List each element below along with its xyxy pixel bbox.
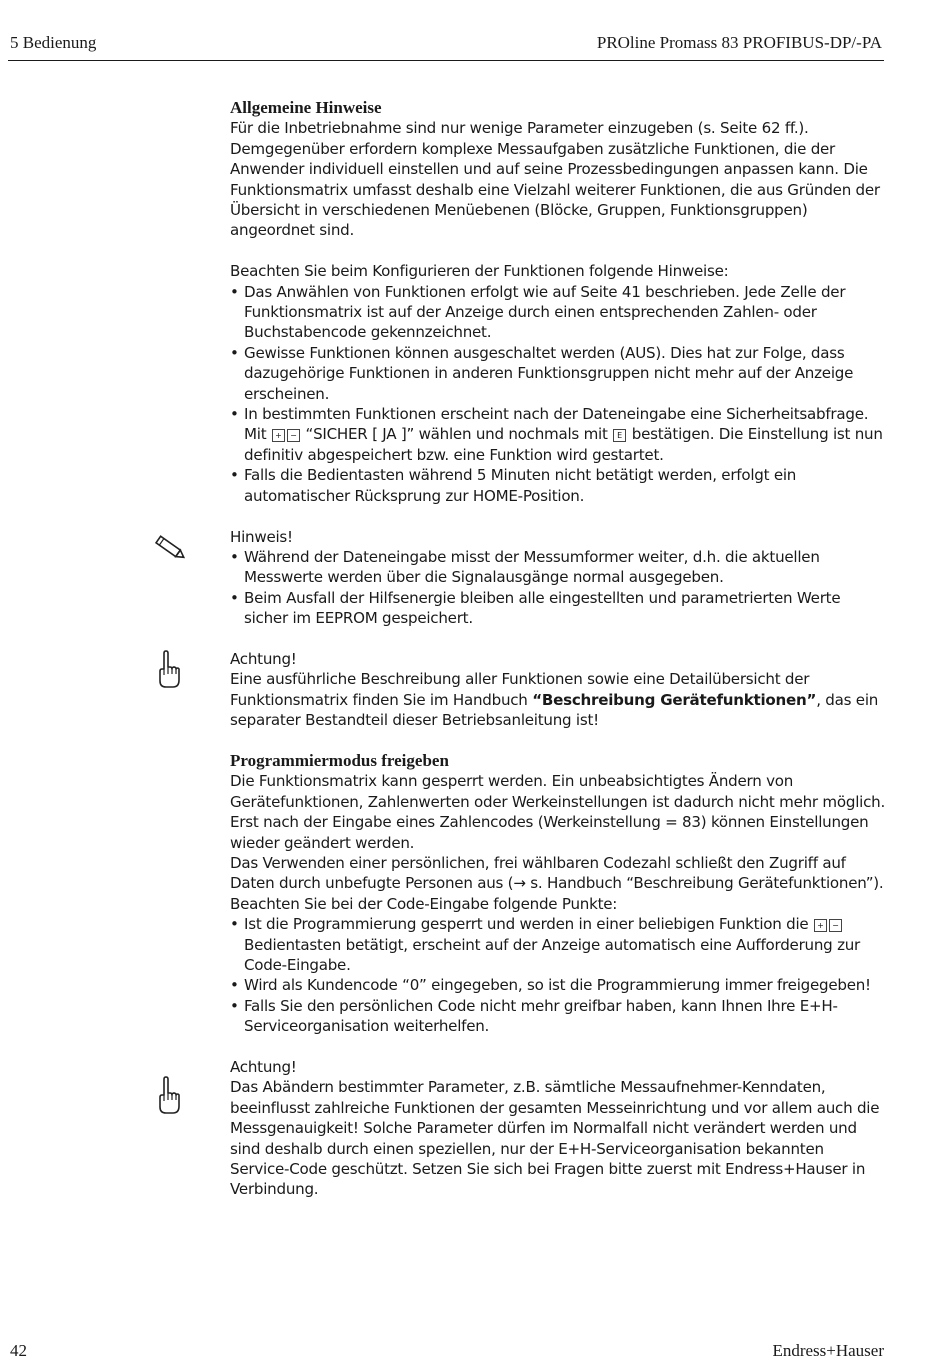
list-item: • Beim Ausfall der Hilfsenergie bleiben alle eingestellten und parametrierten Werte sicher im EEPROM gespeichert. <box>230 588 886 629</box>
list-item: • Falls die Bedientasten während 5 Minuten nicht betätigt werden, erfolgt ein automatischer Rücksprung zur HOME-Position. <box>230 465 886 506</box>
general-intro-paragraph: Für die Inbetriebnahme sind nur wenige Parameter einzugeben (s. Seite 62 ff.). Demgegenüber erfordern komplexe Messaufgaben zusätzliche Funktionen, die der Anwender individuell einstellen und auf seine Prozessbedingungen anpassen kann. Die Funktionsmatrix umfasst deshalb eine Vielzahl weiterer Funktionen, die aus Gründen der Übersicht in verschiedenen Menüebenen (Blöcke, Gruppen, Funktionsgruppen) angeordnet sind. <box>230 119 880 240</box>
programming-paragraph-2: Das Verwenden einer persönlichen, frei wählbaren Codezahl schließt den Zugriff auf Daten durch unbefugte Personen aus (→ s. Handbuch “Beschreibung Gerätefunktionen”). <box>230 853 884 893</box>
code-entry-lead: Beachten Sie bei der Code-Eingabe folgende Punkte: <box>230 894 618 913</box>
caution-text: Eine ausführliche Beschreibung aller Funktionen sowie eine Detailübersicht der Funktionsmatrix finden Sie im Handbuch “Beschreibung Gerätefunktionen”, das ein separater Bestandteil dieser Betriebsanleitung ist! <box>230 670 879 730</box>
programming-paragraph-1: Die Funktionsmatrix kann gesperrt werden. Ein unbeabsichtigtes Ändern von Gerätefunktionen, Zahlenwerten oder Werkeinstellungen ist dadurch nicht mehr möglich. Erst nach der Eingabe eines Zahlencodes (Werkeinstellung = 83) können Einstellungen wieder geändert werden. <box>230 772 886 852</box>
section-heading-programming: Programmiermodus freigeben <box>230 750 449 770</box>
list-item: • Ist die Programmierung gesperrt und werden in einer beliebigen Funktion die + − Bedientasten betätigt, erscheint auf der Anzeige automatisch eine Aufforderung zur Code-Eingabe. <box>230 914 886 975</box>
page-footer <box>8 1338 884 1362</box>
config-hints-list <box>230 282 886 506</box>
list-item: • In bestimmten Funktionen erscheint nach der Dateneingabe eine Sicherheitsabfrage. Mit + − “SICHER [ JA ]” wählen und nochmals mit E bestätigen. Die Einstellung ist nun definitiv abgespeichert bzw. eine Funktion wird gestartet. <box>230 404 886 465</box>
page-content <box>230 98 886 1200</box>
list-item: • Gewisse Funktionen können ausgeschaltet werden (AUS). Dies hat zur Folge, dass dazugehörige Funktionen in anderen Funktionsgruppen nicht mehr auf der Anzeige erscheinen. <box>230 343 886 404</box>
minus-key-icon: − <box>829 919 842 932</box>
chapter-title: 5 Bedienung <box>10 33 97 52</box>
note-list <box>230 547 886 629</box>
document-title: PROline Promass 83 PROFIBUS-DP/-PA <box>596 33 882 52</box>
caution-text: Das Abändern bestimmter Parameter, z.B. sämtliche Messaufnehmer-Kenndaten, beeinflusst zahlreiche Funktionen der gesamten Messeinrichtung und vor allem auch die Messgenauigkeit! Solche Parameter dürfen im Normalfall nicht verändert werden und sind deshalb durch einen speziellen, nur der E+H-Serviceorganisation bekannten Service-Code geschützt. Setzen Sie sich bei Fragen bitte zuerst mit Endress+Hauser in Verbindung. <box>230 1078 880 1199</box>
pencil-icon <box>152 532 186 570</box>
config-hints-lead: Beachten Sie beim Konfigurieren der Funktionen folgende Hinweise: <box>230 262 729 281</box>
list-item: • Falls Sie den persönlichen Code nicht mehr greifbar haben, kann Ihnen Ihre E+H-Serviceorganisation weiterhelfen. <box>230 996 886 1037</box>
section-heading-general: Allgemeine Hinweise <box>230 98 382 117</box>
pointing-hand-icon <box>152 1076 186 1114</box>
manual-reference: “Beschreibung Gerätefunktionen” <box>532 690 817 709</box>
page-header <box>8 30 884 61</box>
page-number: 42 <box>10 1341 27 1360</box>
list-item: • Wird als Kundencode “0” eingegeben, so ist die Programmierung immer freigegeben! <box>230 975 886 995</box>
list-item: • Das Anwählen von Funktionen erfolgt wie auf Seite 41 beschrieben. Jede Zelle der Funktionsmatrix ist auf der Anzeige durch einen entsprechenden Zahlen- oder Buchstabencode gekennzeichnet. <box>230 282 886 343</box>
list-item: • Während der Dateneingabe misst der Messumformer weiter, d.h. die aktuellen Messwerte werden über die Signalausgänge normal ausgegeben. <box>230 547 886 588</box>
pointing-hand-icon <box>152 650 186 688</box>
note-title: Hinweis! <box>230 527 293 546</box>
minus-key-icon: − <box>287 429 300 442</box>
brand-logo: Endress+Hauser <box>772 1341 884 1360</box>
enter-key-icon: E <box>613 429 626 442</box>
code-entry-list <box>230 914 886 1036</box>
plus-key-icon: + <box>272 429 285 442</box>
caution-title: Achtung! <box>230 649 297 668</box>
plus-key-icon: + <box>814 919 827 932</box>
caution-title: Achtung! <box>230 1058 297 1077</box>
